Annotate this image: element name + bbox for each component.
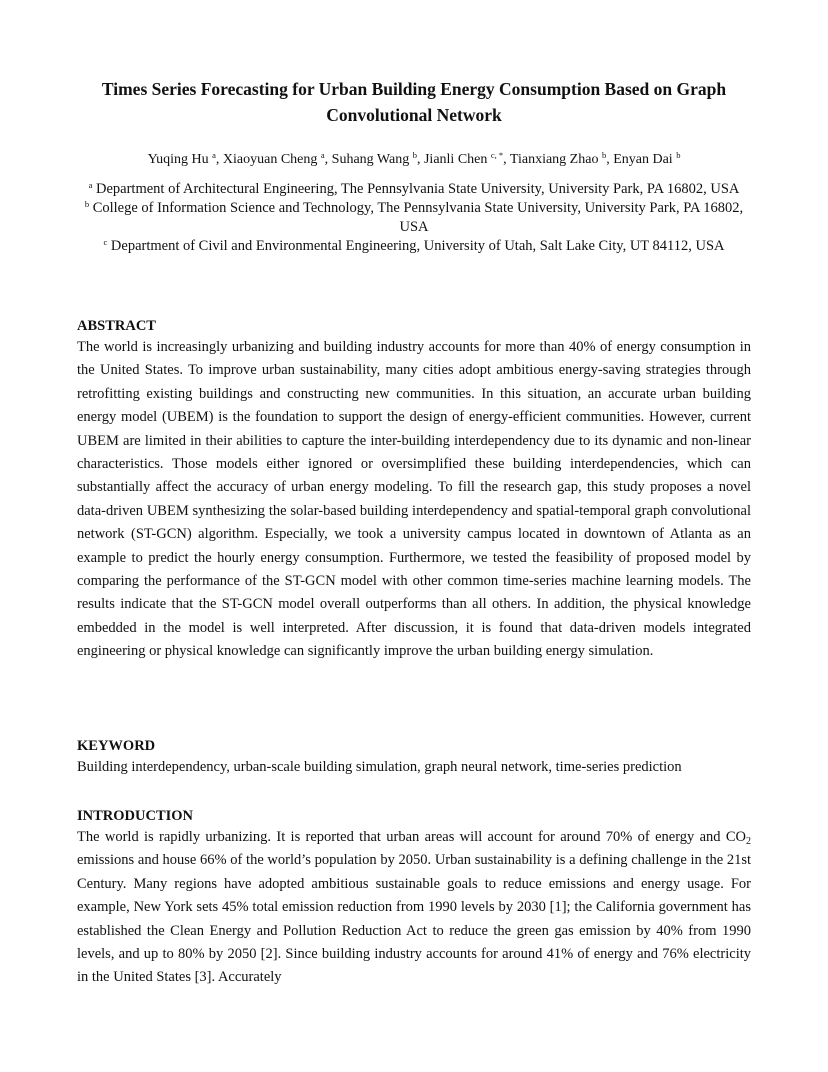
author: Tianxiang Zhao $^b$ <box>509 150 607 167</box>
author-affiliation-mark: a <box>212 150 216 160</box>
affiliation-mark: b <box>84 199 90 209</box>
author: Xiaoyuan Cheng $^a$ <box>222 150 325 167</box>
introduction-section <box>77 806 751 990</box>
affiliation: $^b$ College of Information Science and Technology, The Pennsylvania State University, University Park, PA 16802, USA <box>84 199 744 235</box>
author: Yuqing Hu $^a$ <box>147 150 216 167</box>
author: Suhang Wang $^b$ <box>331 150 417 167</box>
affiliation-list <box>76 180 752 256</box>
abstract-text: The world is increasingly urbanizing and building industry accounts for more than 40% of energy consumption in the United States. To improve urban sustainability, many cities adopt ambitious energy-saving strategies through retrofitting existing buildings and constructing new communities. In this situation, an accurate urban building energy model (UBEM) is the foundation to support the design of energy-efficient communities. However, current UBEM are limited in their abilities to capture the inter-building interdependency due to its dynamic and non-linear characteristics. Those models either ignored or oversimplified these building interdependencies, which can substantially affect the accuracy of urban energy modeling. To fill the research gap, this study proposes a novel data-driven UBEM synthesizing the solar-based building interdependency and spatial-temporal graph convolutional network (ST-GCN) algorithm. Especially, we took a university campus located in downtown of Atlanta as an example to predict the hourly energy consumption. Furthermore, we tested the feasibility of proposed model by comparing the performance of the ST-GCN model with other common time-series machine learning models. The results indicate that the ST-GCN model overall outperforms than all others. In addition, the physical knowledge embedded in the model is well interpreted. After discussion, it is found that data-driven models integrated engineering or physical knowledge can significantly improve the urban building energy simulation. <box>77 339 751 660</box>
abstract-heading: ABSTRACT <box>77 318 156 334</box>
author: Enyan Dai $^b$ <box>613 150 681 167</box>
paper-title: Times Series Forecasting for Urban Building Energy Consumption Based on Graph Convolutional Network <box>101 79 727 125</box>
affiliation: $^c$ Department of Civil and Environmental Engineering, University of Utah, Salt Lake City, UT 84112, USA <box>103 237 725 254</box>
keyword-text: Building interdependency, urban-scale building simulation, graph neural network, time-series prediction <box>77 759 682 775</box>
subscript: 2 <box>746 836 751 847</box>
keyword-section <box>77 736 751 779</box>
author-affiliation-mark: c, * <box>490 150 504 160</box>
introduction-heading: INTRODUCTION <box>77 808 194 824</box>
author-affiliation-mark: a <box>320 150 325 160</box>
abstract-section <box>77 316 751 664</box>
introduction-text: The world is rapidly urbanizing. It is reported that urban areas will account for around 70% of energy and $CO_2$ emissions and house 66% of the world’s population by 2050. Urban sustainability is a defining challenge in the 21st Century. Many regions have adopted ambitious sustainable goals to reduce emissions and energy usage. For example, New York sets 45% total emission reduction from 1990 levels by 2030 [1]; the California government has established the Clean Energy and Pollution Reduction Act to reduce the green gas emission by 40% from 1990 levels, and up to 80% by 2050 [2]. Since building industry accounts for around 41% of energy and 76% electricity in the United States [3]. Accurately <box>77 829 751 986</box>
author: Jianli Chen $^{c, *}$ <box>423 150 504 167</box>
author-affiliation-mark: b <box>676 150 681 160</box>
keyword-heading: KEYWORD <box>77 738 156 754</box>
author-affiliation-mark: b <box>601 150 607 160</box>
author-affiliation-mark: b <box>412 150 417 160</box>
affiliation-mark: a <box>88 180 93 190</box>
affiliation: $^a$ Department of Architectural Engineering, The Pennsylvania State University, University Park, PA 16802, USA <box>88 180 740 197</box>
author-list: Yuqing Hu $^a$, Xiaoyuan Cheng $^a$, Suhang Wang $^b$, Jianli Chen $^{c, *}$, Tianxiang Zhao $^b$, Enyan Dai $^b$ <box>147 150 681 167</box>
affiliation-mark: c <box>103 237 108 247</box>
